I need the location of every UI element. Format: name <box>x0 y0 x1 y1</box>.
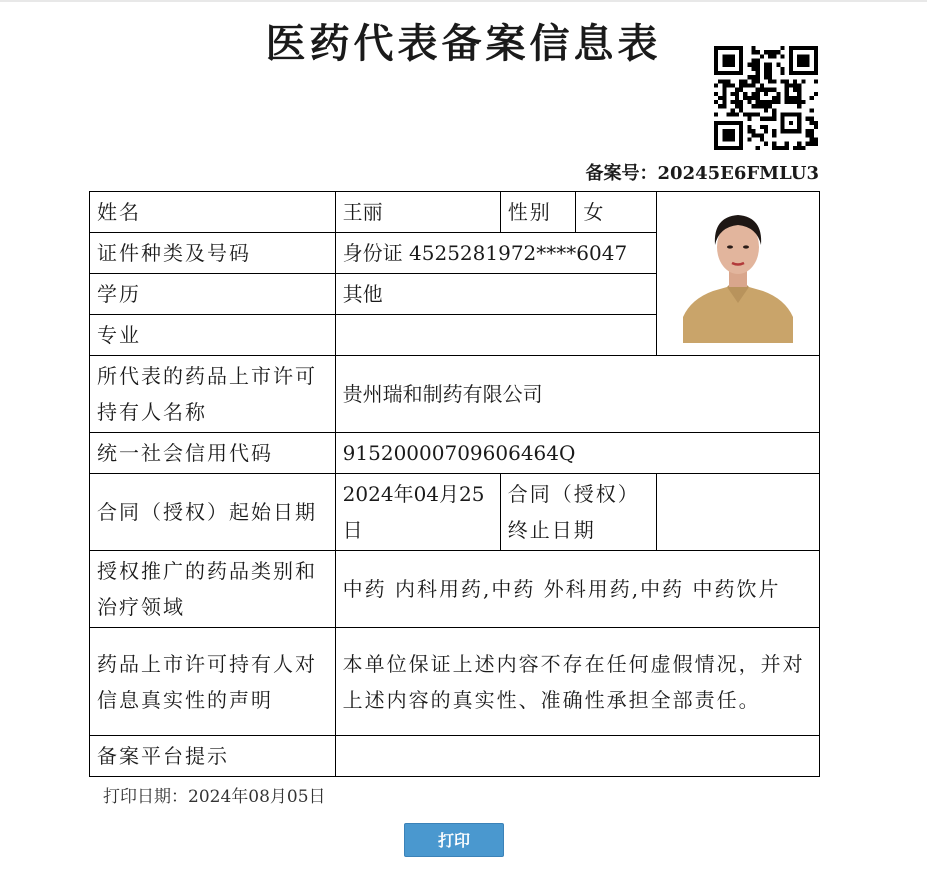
gender-label: 性别 <box>500 192 576 233</box>
credit-code-label: 统一社会信用代码 <box>90 433 336 474</box>
holder-label: 所代表的药品上市许可持有人名称 <box>90 356 336 433</box>
credit-code-value: 91520000709606464Q <box>335 433 819 474</box>
print-date <box>103 784 326 810</box>
print-date-label: 打印日期： <box>103 787 188 807</box>
info-table <box>89 191 820 777</box>
record-number-value: 20245E6FMLU3 <box>657 163 819 184</box>
qr-code-icon <box>714 46 818 150</box>
holder-value: 贵州瑞和制药有限公司 <box>335 356 819 433</box>
major-label: 专业 <box>90 315 336 356</box>
start-date-label: 合同（授权）起始日期 <box>90 474 336 551</box>
statement-label: 药品上市许可持有人对信息真实性的声明 <box>90 628 336 736</box>
scope-value: 中药 内科用药,中药 外科用药,中药 中药饮片 <box>335 551 819 628</box>
id-label: 证件种类及号码 <box>90 233 336 274</box>
statement-value: 本单位保证上述内容不存在任何虚假情况，并对上述内容的真实性、准确性承担全部责任。 <box>335 628 819 736</box>
platform-label: 备案平台提示 <box>90 736 336 777</box>
record-number <box>586 162 819 186</box>
end-date-label: 合同（授权）终止日期 <box>500 474 656 551</box>
name-label: 姓名 <box>90 192 336 233</box>
page-title: 医药代表备案信息表 <box>265 20 662 67</box>
major-value <box>335 315 656 356</box>
photo-cell <box>656 192 819 356</box>
top-divider <box>0 0 927 2</box>
education-value: 其他 <box>335 274 656 315</box>
scope-label: 授权推广的药品类别和治疗领域 <box>90 551 336 628</box>
id-value: 身份证 4525281972****6047 <box>335 233 656 274</box>
education-label: 学历 <box>90 274 336 315</box>
record-number-label: 备案号： <box>585 163 658 184</box>
end-date-value <box>656 474 819 551</box>
start-date-value: 2024年04月25日 <box>335 474 500 551</box>
print-date-value: 2024年08月05日 <box>188 787 326 807</box>
gender-value: 女 <box>576 192 657 233</box>
platform-value <box>335 736 819 777</box>
name-value: 王丽 <box>335 192 500 233</box>
print-button[interactable]: 打印 <box>404 823 504 857</box>
person-photo <box>683 205 793 343</box>
